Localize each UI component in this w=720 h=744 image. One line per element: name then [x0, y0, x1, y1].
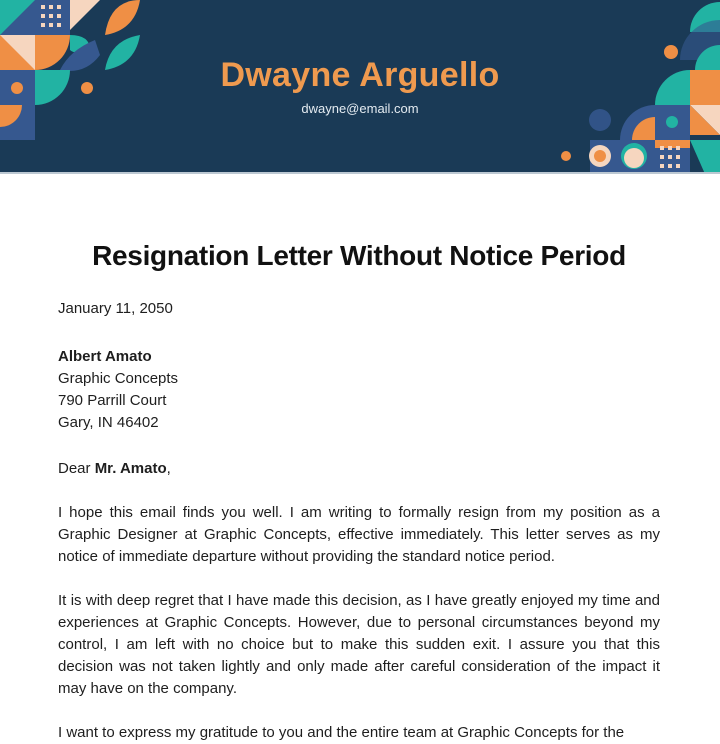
salutation-name: Mr. Amato: [94, 460, 167, 477]
recipient-address-block: [58, 346, 660, 434]
sender-email: dwayne@email.com: [301, 101, 419, 116]
salutation-suffix: ,: [166, 460, 171, 477]
paragraph-1: I hope this email finds you well. I am writing to formally resign from my position as a Graphic Designer at Graphic Concepts, effective immediately. This letter serves as my notice of immediate departure without providing the standard notice period.: [58, 504, 660, 565]
header-divider: [0, 172, 720, 174]
recipient-street: 790 Parrill Court: [58, 392, 167, 409]
salutation-prefix: Dear: [58, 460, 95, 477]
salutation: [58, 458, 660, 480]
recipient-company: Graphic Concepts: [58, 370, 179, 387]
letter-body: [58, 240, 660, 744]
sender-name: Dwayne Arguello: [220, 56, 500, 94]
paragraph-3: I want to express my gratitude to you and the entire team at Graphic Concepts for the: [58, 724, 625, 741]
paragraph-2: It is with deep regret that I have made this decision, as I have greatly enjoyed my time and experiences at Graphic Concepts. However, due to personal circumstances beyond my control, I am left with no choice but to make this sudden exit. I assure you that this decision was not taken lightly and only made after careful consideration of the impact it may have on the company.: [58, 592, 660, 697]
letter-date: January 11, 2050: [58, 300, 173, 317]
document-title: Resignation Letter Without Notice Period: [92, 240, 626, 271]
recipient-city: Gary, IN 46402: [58, 414, 159, 431]
letterhead-banner: [0, 0, 720, 174]
recipient-name: Albert Amato: [58, 348, 152, 365]
